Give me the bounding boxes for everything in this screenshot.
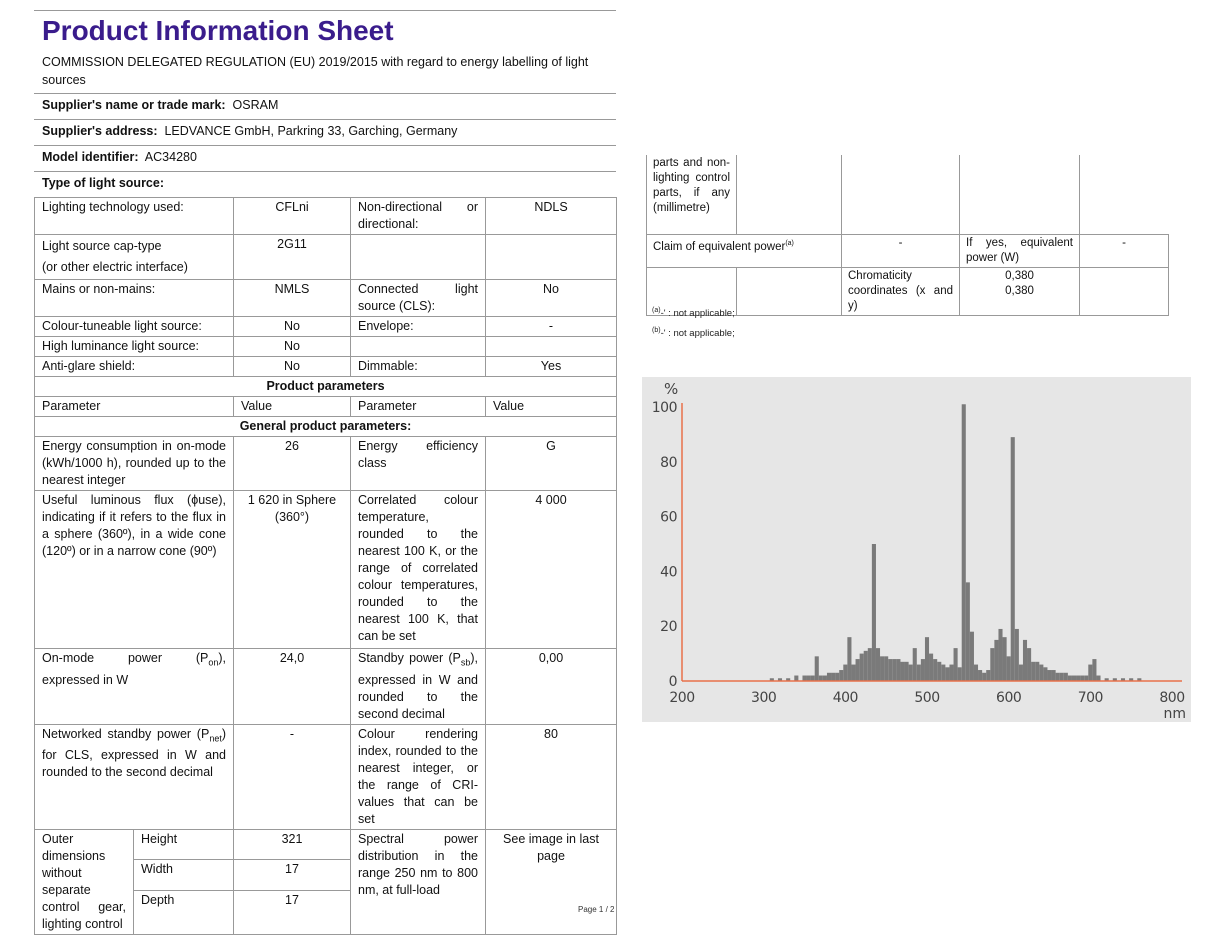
spectrum-bar [868, 648, 872, 681]
value-cell [1080, 267, 1169, 315]
spectrum-bar [1060, 673, 1064, 681]
param-cell: Energy consumption in on-mode (kWh/1000 h), rounded up to the nearest integer [35, 437, 234, 491]
spectrum-bar [880, 656, 884, 681]
value-cell: - [234, 724, 351, 829]
spectrum-bar [819, 676, 823, 681]
table-row [35, 377, 617, 397]
param-cell: Chromaticity coordinates (x and y) [842, 267, 960, 315]
value-cell: No [234, 337, 351, 357]
spectrum-bar [994, 640, 998, 681]
spectrum-bar [913, 648, 917, 681]
param-cell: Mains or non-mains: [35, 280, 234, 317]
value-cell [486, 337, 617, 357]
y-tick-label: 100 [651, 400, 677, 416]
param-cell: Claim of equivalent power$^{(a)}$ [647, 234, 842, 267]
spectrum-bar [876, 648, 880, 681]
x-axis-label: nm [1163, 706, 1186, 722]
spectrum-bar [909, 665, 913, 681]
model-label: Model identifier: [42, 150, 139, 164]
value-cell: Yes [486, 357, 617, 377]
table-row [35, 198, 617, 235]
spectrum-bar [941, 665, 945, 681]
x-tick-label: 300 [751, 690, 777, 706]
spectrum-bar [1039, 665, 1043, 681]
spectrum-bar [954, 648, 958, 681]
chroma-x: 0,380 [1005, 269, 1034, 282]
param-cell: On-mode power $(P_{on})$, expressed in W [35, 649, 234, 725]
footnote: $^{(a)}$-' : not applicable; [652, 307, 735, 320]
spectrum-bar [1072, 676, 1076, 681]
model-identifier: AC34280 [144, 150, 197, 164]
param-cell [351, 337, 486, 357]
value-cell: 26 [234, 437, 351, 491]
spectrum-bar [978, 670, 982, 681]
spectrum-bar [802, 676, 806, 681]
spectrum-bar [1023, 640, 1027, 681]
spectrum-bar [958, 667, 962, 681]
param-cell: Colour rendering index, rounded to the nearest integer, or the range of CRI-values that can be set [351, 724, 486, 829]
spectrum-bar [1096, 676, 1100, 681]
spectrum-bar [998, 629, 1002, 681]
param-cell [35, 235, 234, 280]
param-cell: Spectral power distribution in the range 250 nm to 800 nm, at full-load [351, 829, 486, 934]
spectrum-bar [1019, 665, 1023, 681]
param-cell: Anti-glare shield: [35, 357, 234, 377]
param-cell: Colour-tuneable light source: [35, 317, 234, 337]
type-label: Type of light source: [42, 176, 164, 190]
y-tick-label: 0 [668, 674, 677, 690]
spectrum-bar [827, 673, 831, 681]
spectrum-bar [933, 659, 937, 681]
spectrum-bar [945, 667, 949, 681]
value-cell: 24,0 [234, 649, 351, 725]
y-tick-label: 20 [660, 619, 677, 636]
param-cell: Connected light source (CLS): [351, 280, 486, 317]
value-cell: No [234, 317, 351, 337]
spectrum-bar [794, 676, 798, 681]
column-header: Value [486, 397, 617, 417]
spectrum-bar [1015, 629, 1019, 681]
spectrum-bar [1027, 648, 1031, 681]
x-tick-label: 600 [996, 690, 1022, 706]
spectrum-bar [888, 659, 892, 681]
spectrum-bar [839, 670, 843, 681]
regulation-text: COMMISSION DELEGATED REGULATION (EU) 2019/2015 with regard to energy labelling of light sources [34, 51, 616, 94]
supplier-address: LEDVANCE GmbH, Parkring 33, Garching, Germany [164, 124, 458, 138]
param-cell: Standby power $(P_{sb})$, expressed in W and rounded to the second decimal [351, 649, 486, 725]
x-tick-label: 400 [832, 690, 858, 706]
spectrum-bar [970, 632, 974, 681]
x-tick-label: 500 [914, 690, 940, 706]
dimensions-table [34, 829, 617, 935]
spectrum-bar [986, 670, 990, 681]
x-tick-label: 800 [1159, 690, 1185, 706]
value-cell: 2G11 [234, 235, 351, 280]
footnote: $^{(b)}$-' : not applicable; [652, 327, 735, 340]
table-row [35, 317, 617, 337]
page-footer: Page 1 / 2 [578, 905, 615, 914]
param-cell: Dimmable: [351, 357, 486, 377]
chroma-y: 0,380 [1005, 284, 1034, 297]
param-cell: Non-directional or directional: [351, 198, 486, 235]
column-header: Parameter [35, 397, 234, 417]
spectrum-bar [872, 544, 876, 681]
table-row [35, 417, 617, 437]
spectrum-bar [884, 656, 888, 681]
table-row [35, 280, 617, 317]
x-tick-label: 200 [669, 690, 695, 706]
spectrum-bar [860, 654, 864, 681]
cap-type-label: Light source cap-type [42, 239, 162, 253]
value-cell [842, 155, 960, 234]
table-row [35, 235, 617, 280]
height-label: Height [134, 829, 234, 860]
param-cell: Correlated colour temperature, rounded to the nearest 100 K, or the range of correlated colour temperatures, rounded to the nearest 100 K, that can be set [351, 491, 486, 649]
spectrum-bar [864, 651, 868, 681]
y-tick-label: 40 [660, 564, 677, 581]
spectrum-bar [815, 656, 819, 681]
table-row [647, 234, 1169, 267]
param-cell: Networked standby power $(P_{net})$ for CLS, expressed in W and rounded to the second decimal [35, 724, 234, 829]
param-cell: If yes, equivalent power (W) [960, 234, 1080, 267]
spectrum-bar [1003, 637, 1007, 681]
table-row [35, 649, 617, 725]
page-title: Product Information Sheet [34, 10, 616, 51]
table-row [35, 829, 617, 860]
param-cell: parts and non-lighting control parts, if any (millimetre) [647, 155, 737, 234]
supplier-address-label: Supplier's address: [42, 124, 158, 138]
param-cell: High luminance light source: [35, 337, 234, 357]
supplier-address-line [34, 120, 616, 146]
spectral-chart [642, 377, 1191, 722]
y-tick-label: 80 [660, 454, 677, 471]
spectrum-bar [1068, 676, 1072, 681]
spectrum-bar [929, 654, 933, 681]
table-row [35, 357, 617, 377]
model-line [34, 146, 616, 172]
y-axis-label: % [664, 380, 679, 398]
spectrum-bar [1064, 673, 1068, 681]
column-header: Parameter [351, 397, 486, 417]
spectrum-bar [831, 673, 835, 681]
supplier-name: OSRAM [232, 98, 279, 112]
spectrum-bar [1047, 670, 1051, 681]
param-cell: Envelope: [351, 317, 486, 337]
param-cell: Useful luminous flux (ϕuse), indicating if it refers to the flux in a sphere (360º), in a wide cone (120º) or in a narrow cone (90º) [35, 491, 234, 649]
depth-label: Depth [134, 890, 234, 934]
width-label: Width [134, 860, 234, 891]
spectrum-bar [925, 637, 929, 681]
light-source-table [34, 197, 617, 830]
spectrum-bar [1092, 659, 1096, 681]
y-tick-label: 60 [660, 509, 677, 526]
spectrum-bar [1052, 670, 1056, 681]
depth-value: 17 [234, 890, 351, 934]
value-cell: - [486, 317, 617, 337]
table-row [35, 337, 617, 357]
general-parameters-heading: General product parameters: [35, 417, 617, 437]
spectrum-bar [1043, 667, 1047, 681]
param-cell: Outer dimensions without separate control gear, lighting control [35, 829, 134, 934]
spectrum-bar [1080, 676, 1084, 681]
value-cell: No [486, 280, 617, 317]
value-cell: NDLS [486, 198, 617, 235]
value-cell [960, 267, 1080, 315]
table-row [35, 724, 617, 829]
value-cell [737, 155, 842, 234]
spectrum-bar [835, 673, 839, 681]
spectrum-bar [1088, 665, 1092, 681]
value-cell [1080, 155, 1169, 234]
value-cell: CFLni [234, 198, 351, 235]
spectrum-bar [1056, 673, 1060, 681]
type-line [34, 172, 616, 197]
value-cell: 80 [486, 724, 617, 829]
value-cell: NMLS [234, 280, 351, 317]
spectrum-bar [1084, 676, 1088, 681]
spectrum-bar [811, 676, 815, 681]
spectrum-bar [900, 662, 904, 681]
value-cell [486, 235, 617, 280]
value-cell: 1 620 in Sphere (360°) [234, 491, 351, 649]
param-cell [351, 235, 486, 280]
x-tick-label: 700 [1077, 690, 1103, 706]
value-cell [960, 155, 1080, 234]
spectrum-bar [982, 673, 986, 681]
footnotes [652, 302, 735, 342]
value-cell: No [234, 357, 351, 377]
table-row [35, 491, 617, 649]
spectrum-bar [1076, 676, 1080, 681]
product-parameters-heading: Product parameters [35, 377, 617, 397]
supplier-name-line [34, 94, 616, 120]
spectrum-bar [937, 662, 941, 681]
table-row [647, 155, 1169, 234]
column-header: Value [234, 397, 351, 417]
spectrum-bar [843, 665, 847, 681]
spectrum-bar [896, 659, 900, 681]
spectrum-bar [905, 662, 909, 681]
value-cell: - [1080, 234, 1169, 267]
cap-type-sublabel: (or other electric interface) [42, 260, 188, 274]
spectrum-bar [1031, 662, 1035, 681]
table-header-row [35, 397, 617, 417]
value-cell [737, 267, 842, 315]
continuation-table [646, 155, 1169, 316]
spectrum-bar [966, 582, 970, 681]
spectrum-bar [807, 676, 811, 681]
value-cell: 4 000 [486, 491, 617, 649]
supplier-name-label: Supplier's name or trade mark: [42, 98, 226, 112]
spectrum-bar [1035, 662, 1039, 681]
spectrum-bar [921, 659, 925, 681]
spectrum-bar [1011, 437, 1015, 681]
spectrum-bar [974, 665, 978, 681]
param-cell: Energy efficiency class [351, 437, 486, 491]
spectrum-bar [892, 659, 896, 681]
continuation-table-wrap [646, 155, 1168, 316]
spectrum-bar [851, 665, 855, 681]
value-cell: 0,00 [486, 649, 617, 725]
value-cell: G [486, 437, 617, 491]
width-value: 17 [234, 860, 351, 891]
height-value: 321 [234, 829, 351, 860]
table-row [35, 437, 617, 491]
spectrum-bar [949, 665, 953, 681]
spectrum-bar [847, 637, 851, 681]
spectrum-bar [917, 665, 921, 681]
param-cell: Lighting technology used: [35, 198, 234, 235]
spectral-chart-svg [642, 377, 1191, 722]
spectrum-bar [856, 659, 860, 681]
spectrum-bar [962, 404, 966, 681]
value-cell: - [842, 234, 960, 267]
value-cell: See image in last page [486, 829, 617, 934]
spectrum-bar [823, 676, 827, 681]
spectrum-bar [1007, 656, 1011, 681]
product-info-sheet [34, 10, 616, 935]
spectrum-bar [990, 648, 994, 681]
